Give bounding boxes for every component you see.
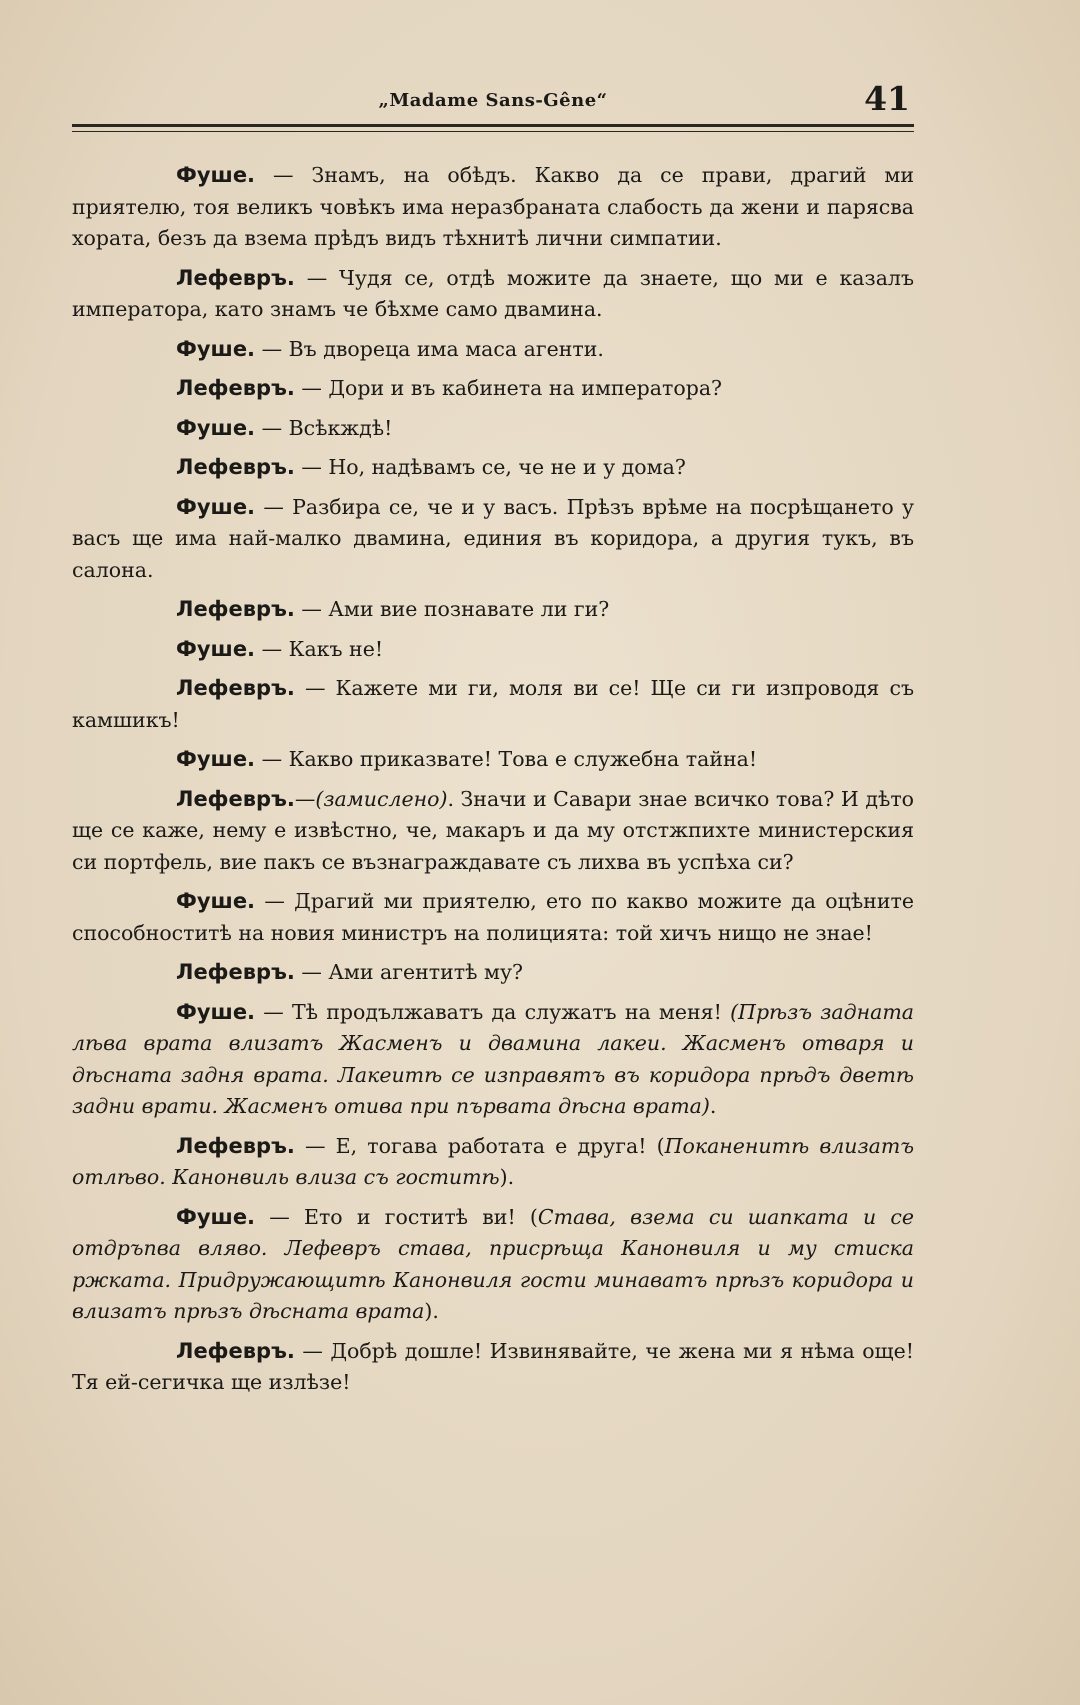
paragraph [72,997,914,1123]
paragraph-text: — Чудя се, отдѣ можите да знаете, що ми е казалъ императора, като знамъ че бѣхме само двамина. [72,265,914,321]
paragraph [72,673,914,736]
paragraph-text: — Дори и въ кабинета на императора? [294,376,723,400]
speaker-name: Фуше. [176,1204,256,1229]
paragraph-text: — Какво приказвате! Това е служебна тайна! [255,747,758,771]
paragraph-text: — Ами агентитѣ му? [294,960,524,984]
paragraph [72,1336,914,1399]
paragraph-text: — Въ двореца има маса агенти. [255,336,604,361]
speaker-name: Фуше. [176,889,256,913]
paragraph [72,957,914,989]
paragraph-text: — Тѣ продължаватъ да служатъ на меня! [255,999,731,1024]
running-title: „Madame Sans-Gêne“ [378,90,608,111]
paragraph-text-continued: . Значи и Савари знае всичко това? И дѣто ще се каже, нему е извѣстно, че, макаръ и да му отстжпихте министерския си портфель, вие пакъ се възнаграждавате съ лихва въ успѣха си? [72,786,914,874]
paragraph-text: — Добрѣ дошле! Извинявайте, че жена ми я нѣма още! Тя ей-сегичка ще излѣзе! [72,1338,914,1394]
header-rule-thin [72,131,914,132]
speaker-name: Лефевръ. [176,1133,295,1158]
paragraph [72,1131,914,1194]
paragraph [72,744,914,776]
paragraph [72,160,914,255]
paragraph [72,452,914,484]
speaker-name: Фуше. [176,494,256,519]
speaker-name: Фуше. [176,336,256,361]
paragraph-text: — Ето и гоститѣ ви! ( [255,1204,538,1229]
paragraph-text: — Ами вие познавате ли ги? [294,597,610,621]
speaker-name: Фуше. [176,747,256,771]
paragraph [72,263,914,326]
paragraph [72,373,914,405]
paragraph-text: — Е, тогава работата е друга! ( [294,1133,665,1158]
page-number: 41 [864,79,910,118]
paragraph [72,886,914,949]
header-rule-thick [72,124,914,127]
paragraph-text: — Но, надѣвамъ се, че не и у дома? [294,455,686,479]
speaker-name: Лефевръ. [176,455,295,479]
paragraph-text: — Разбира се, че и у васъ. Прѣзъ врѣме на посрѣщането у васъ ще има най-малко двамина, единия въ коридора, а другия тукъ, въ салона. [72,494,914,582]
paragraph [72,334,914,366]
speaker-name: Фуше. [176,163,256,187]
speaker-name: Лефевръ. [176,376,295,400]
page-header [72,70,914,144]
paragraph-text: — Всѣкждѣ! [255,415,393,440]
paragraph [72,413,914,445]
paragraph [72,1202,914,1328]
paragraph-text: — [294,786,316,811]
speaker-name: Лефевръ. [176,1338,295,1363]
paragraph-text: — Драгий ми приятелю, ето по какво можите да оцѣните способноститѣ на новия министръ на полицията: той хичъ нищо не знае! [72,889,914,945]
stage-direction: (Прѣзъ задната лѣва врата влизатъ Жасменъ и двамина лакеи. Жасменъ отваря и дѣсната задня врата. Лакеитѣ се изправятъ въ коридора прѣдъ дветѣ задни врати. Жасменъ отива при първата дѣсна врата) [72,999,914,1118]
speaker-name: Фуше. [176,636,256,661]
speaker-name: Лефевръ. [176,676,295,700]
paragraph-text-continued: ). [424,1299,439,1323]
paragraph-text: — Кажете ми ги, моля ви се! Ще си ги изпроводя съ камшикъ! [72,676,914,732]
paragraph-text: — Какъ не! [255,636,384,661]
paragraph [72,634,914,666]
stage-direction: Става, взема си шапката и се отдръпва вляво. Лефевръ става, присрѣща Канонвиля и му стиска ржката. Придружающитѣ Канонвиля гости минаватъ прѣзъ коридора и влизатъ прѣзъ дѣсната врата [72,1204,914,1323]
dialogue-text [72,160,914,1407]
paragraph [72,784,914,879]
speaker-name: Лефевръ. [176,786,295,811]
speaker-name: Фуше. [176,999,256,1024]
speaker-name: Фуше. [176,415,256,440]
paragraph-text-continued: ). [499,1165,515,1189]
speaker-name: Лефевръ. [176,597,295,621]
paragraph [72,492,914,587]
stage-direction: Поканенитѣ влизатъ отлѣво. Канонвиль влиза съ гоститѣ [72,1133,915,1189]
speaker-name: Лефевръ. [176,960,295,984]
paragraph [72,594,914,626]
speaker-name: Лефевръ. [176,265,295,290]
paragraph-text-continued: . [709,1094,717,1118]
paragraph-text: — Знамъ, на обѣдъ. Какво да се прави, драгий ми приятелю, тоя великъ човѣкъ има неразбраната слабость да жени и парясва хората, безъ да взема прѣдъ видъ тѣхнитѣ лични симпатии. [72,163,914,250]
stage-direction: (замислено) [315,786,448,811]
